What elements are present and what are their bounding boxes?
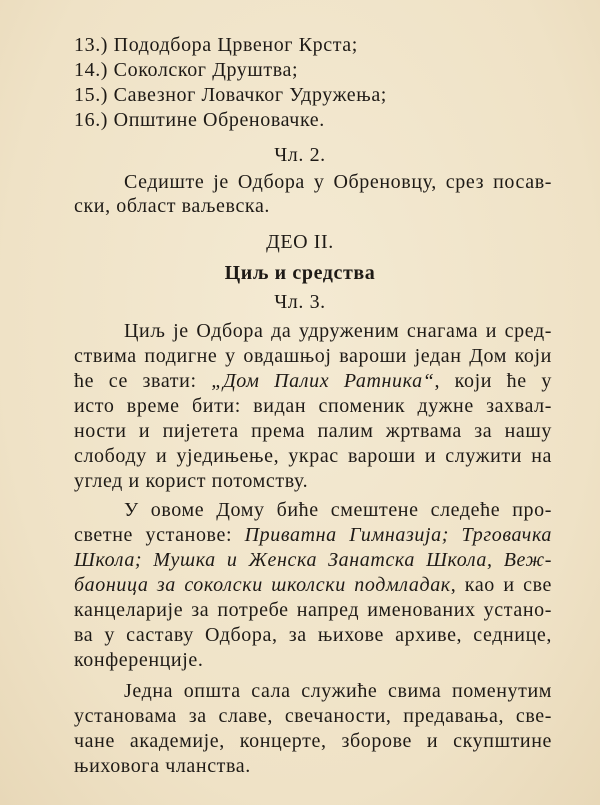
para2-line-4-post: , као и све	[450, 574, 552, 596]
list-item-15: 15.) Савезног Ловачког Удружења;	[74, 84, 387, 106]
para1-line-7: углед и корист потомству.	[74, 470, 309, 492]
para1-line-4: исто време бити: видан споменик дужне захвал-	[74, 395, 552, 417]
para1-line-3	[74, 368, 552, 394]
para2-line-3: Школа; Мушка и Женска Занатска Школа, Веж-	[74, 549, 552, 571]
article-2-line-1: Седиште је Одбора у Обреновцу, срез посав-	[124, 171, 552, 193]
para3-line-1: Једна општа сала служиће свима поменутим	[124, 680, 552, 702]
part-2-heading: ДЕО II.	[266, 231, 334, 253]
para2-line-1: У овоме Дому биће смештене следеће про-	[124, 499, 552, 521]
para2-line-2-em: Приватна Гимназија; Трговачка	[244, 524, 552, 546]
article-3-heading: Чл. 3.	[274, 291, 326, 313]
para1-line-3-pre: ће се звати:	[74, 370, 212, 392]
para2-line-4-em: баоница за соколски школски подмладак	[74, 574, 451, 596]
article-2-heading: Чл. 2.	[274, 144, 326, 166]
para3-line-3: чане академије, концерте, зборове и скупштине	[74, 730, 552, 752]
para2-line-7: конференције.	[74, 649, 204, 671]
para1-line-5: ности и пијетета према палим жртвама за нашу	[74, 420, 552, 442]
part-2-subheading: Циљ и средства	[224, 262, 376, 284]
para2-line-4	[74, 572, 552, 598]
list-item-13: 13.) Пододбора Црвеног Крста;	[74, 34, 358, 56]
para2-line-5: канцеларије за потребе напред именованих устано-	[74, 599, 552, 621]
list-item-14: 14.) Соколског Друштва;	[74, 59, 299, 81]
para2-line-6: ва у саставу Одбора, за њихове архиве, седнице,	[74, 624, 552, 646]
dom-palih-ratnika: „Дом Палих Ратника“	[211, 370, 435, 392]
para2-line-2-pre: светне установе:	[74, 524, 245, 546]
para3-line-2: установама за славе, свечаности, предавања, све-	[74, 705, 552, 727]
para2-line-2	[74, 522, 552, 548]
para1-line-2: ствима подигне у овдашњој вароши један Дом који	[74, 345, 552, 367]
para1-line-6: слободу и уједињење, украс вароши и служити на	[74, 445, 552, 467]
article-2-line-2: ски, област ваљевска.	[74, 195, 271, 217]
para1-line-1: Циљ је Одбора да удруженим снагама и сред-	[124, 320, 552, 342]
list-item-16: 16.) Општине Обреновачке.	[74, 109, 325, 131]
para3-line-4: њиховога чланства.	[74, 755, 251, 777]
para1-line-3-post: , који ће у	[434, 370, 552, 392]
